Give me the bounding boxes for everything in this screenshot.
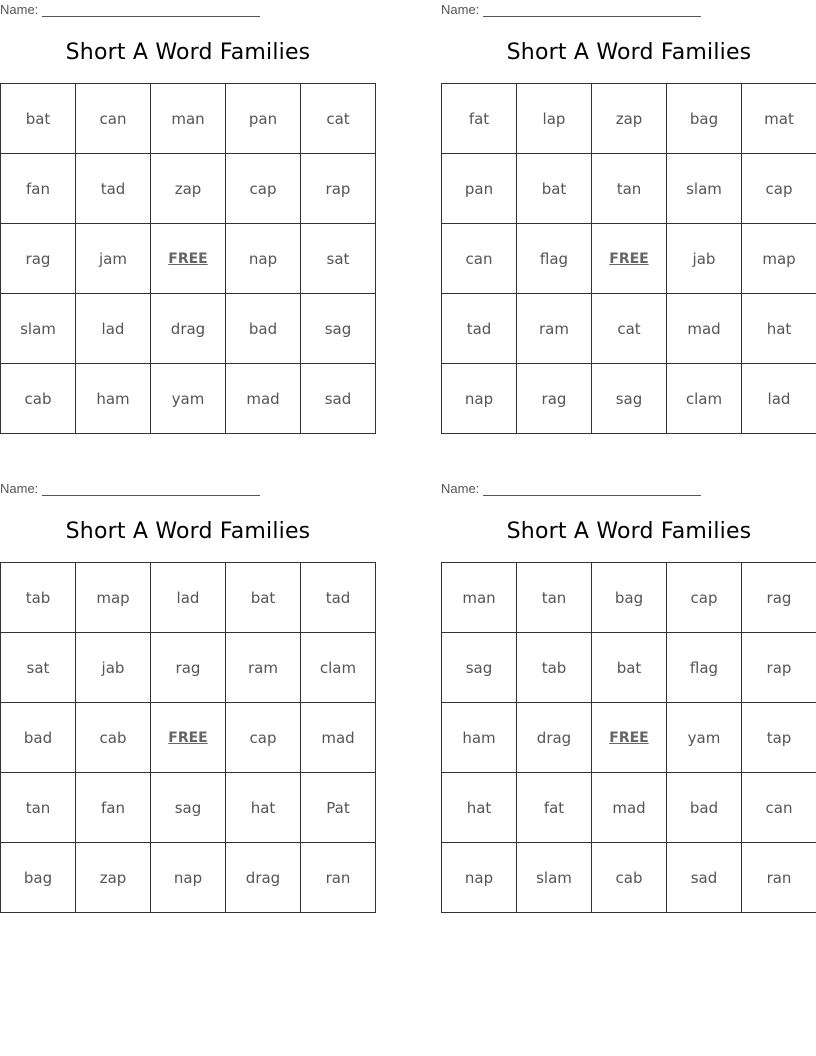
grid-cell: sag — [301, 294, 376, 364]
grid-cell: slam — [1, 294, 76, 364]
grid-cell: tan — [592, 154, 667, 224]
grid-cell: tap — [742, 703, 816, 773]
grid-cell: mad — [226, 364, 301, 434]
grid-cell: hat — [442, 773, 517, 843]
grid-cell: drag — [226, 843, 301, 913]
free-space-cell: FREE — [151, 224, 226, 294]
bingo-grid — [0, 562, 376, 913]
grid-cell: slam — [667, 154, 742, 224]
grid-cell: tad — [76, 154, 151, 224]
free-space-cell: FREE — [151, 703, 226, 773]
grid-cell: ram — [517, 294, 592, 364]
name-blank-line[interactable] — [42, 4, 260, 17]
grid-row — [1, 224, 376, 294]
card-title: Short A Word Families — [506, 519, 752, 544]
grid-cell: ram — [226, 633, 301, 703]
grid-cell: fan — [1, 154, 76, 224]
grid-row — [442, 773, 816, 843]
grid-cell: bag — [1, 843, 76, 913]
grid-cell: pan — [226, 84, 301, 154]
name-label: Name: — [0, 2, 39, 17]
grid-cell: can — [442, 224, 517, 294]
name-label: Name: — [441, 481, 480, 496]
grid-cell: nap — [226, 224, 301, 294]
grid-row — [442, 703, 816, 773]
grid-cell: lad — [742, 364, 816, 434]
grid-cell: man — [442, 563, 517, 633]
grid-cell: mat — [742, 84, 816, 154]
grid-row — [1, 154, 376, 224]
name-label: Name: — [0, 481, 39, 496]
card-title: Short A Word Families — [506, 40, 752, 65]
grid-cell: cat — [592, 294, 667, 364]
grid-cell: cat — [301, 84, 376, 154]
name-blank-line[interactable] — [483, 483, 701, 496]
grid-cell: hat — [226, 773, 301, 843]
grid-cell: flag — [517, 224, 592, 294]
grid-cell: bat — [517, 154, 592, 224]
grid-cell: rag — [151, 633, 226, 703]
grid-cell: mad — [301, 703, 376, 773]
grid-cell: tad — [442, 294, 517, 364]
grid-cell: drag — [151, 294, 226, 364]
grid-cell: jab — [667, 224, 742, 294]
grid-cell: lap — [517, 84, 592, 154]
grid-cell: sat — [1, 633, 76, 703]
name-field — [0, 481, 260, 499]
grid-cell: sag — [151, 773, 226, 843]
grid-row — [442, 154, 816, 224]
grid-cell: tab — [1, 563, 76, 633]
grid-cell: bat — [226, 563, 301, 633]
grid-cell: rap — [301, 154, 376, 224]
grid-cell: jab — [76, 633, 151, 703]
grid-cell: bag — [592, 563, 667, 633]
grid-cell: mad — [667, 294, 742, 364]
card-title: Short A Word Families — [65, 40, 311, 65]
grid-cell: sad — [301, 364, 376, 434]
grid-cell: bad — [1, 703, 76, 773]
grid-cell: ran — [301, 843, 376, 913]
grid-cell: bat — [592, 633, 667, 703]
grid-cell: ran — [742, 843, 816, 913]
grid-row — [1, 294, 376, 364]
grid-cell: flag — [667, 633, 742, 703]
grid-cell: fat — [517, 773, 592, 843]
grid-cell: map — [742, 224, 816, 294]
grid-cell: zap — [151, 154, 226, 224]
grid-cell: map — [76, 563, 151, 633]
grid-cell: rag — [742, 563, 816, 633]
grid-cell: bad — [226, 294, 301, 364]
grid-row — [442, 364, 816, 434]
grid-row — [1, 703, 376, 773]
grid-cell: rap — [742, 633, 816, 703]
grid-row — [442, 843, 816, 913]
grid-cell: yam — [667, 703, 742, 773]
grid-cell: tan — [1, 773, 76, 843]
name-field — [441, 2, 701, 20]
grid-cell: Pat — [301, 773, 376, 843]
grid-cell: mad — [592, 773, 667, 843]
grid-cell: tab — [517, 633, 592, 703]
grid-cell: lad — [76, 294, 151, 364]
bingo-grid — [441, 83, 816, 434]
name-blank-line[interactable] — [483, 4, 701, 17]
grid-row — [442, 294, 816, 364]
bingo-grid — [441, 562, 816, 913]
name-field — [441, 481, 701, 499]
grid-cell: lad — [151, 563, 226, 633]
grid-cell: slam — [517, 843, 592, 913]
grid-cell: drag — [517, 703, 592, 773]
grid-cell: jam — [76, 224, 151, 294]
grid-cell: zap — [592, 84, 667, 154]
grid-row — [1, 563, 376, 633]
grid-cell: fat — [442, 84, 517, 154]
grid-cell: yam — [151, 364, 226, 434]
grid-cell: clam — [667, 364, 742, 434]
card-title: Short A Word Families — [65, 519, 311, 544]
grid-cell: cap — [226, 154, 301, 224]
grid-row — [442, 633, 816, 703]
grid-cell: nap — [442, 843, 517, 913]
grid-row — [1, 84, 376, 154]
grid-cell: sag — [592, 364, 667, 434]
grid-row — [1, 633, 376, 703]
grid-cell: sad — [667, 843, 742, 913]
free-space-cell: FREE — [592, 224, 667, 294]
grid-row — [1, 843, 376, 913]
grid-cell: bag — [667, 84, 742, 154]
grid-cell: nap — [151, 843, 226, 913]
name-blank-line[interactable] — [42, 483, 260, 496]
grid-cell: nap — [442, 364, 517, 434]
grid-cell: cap — [667, 563, 742, 633]
grid-cell: cap — [742, 154, 816, 224]
grid-cell: man — [151, 84, 226, 154]
grid-row — [1, 773, 376, 843]
grid-row — [442, 563, 816, 633]
grid-cell: hat — [742, 294, 816, 364]
grid-cell: tan — [517, 563, 592, 633]
grid-row — [442, 84, 816, 154]
grid-cell: cab — [592, 843, 667, 913]
name-label: Name: — [441, 2, 480, 17]
grid-cell: sag — [442, 633, 517, 703]
grid-cell: can — [76, 84, 151, 154]
grid-cell: rag — [517, 364, 592, 434]
grid-row — [1, 364, 376, 434]
grid-cell: zap — [76, 843, 151, 913]
grid-cell: pan — [442, 154, 517, 224]
free-space-cell: FREE — [592, 703, 667, 773]
grid-cell: bat — [1, 84, 76, 154]
grid-cell: ham — [76, 364, 151, 434]
grid-row — [442, 224, 816, 294]
name-field — [0, 2, 260, 20]
grid-cell: sat — [301, 224, 376, 294]
grid-cell: bad — [667, 773, 742, 843]
grid-cell: cab — [76, 703, 151, 773]
grid-cell: fan — [76, 773, 151, 843]
grid-cell: cap — [226, 703, 301, 773]
grid-cell: ham — [442, 703, 517, 773]
grid-cell: clam — [301, 633, 376, 703]
grid-cell: rag — [1, 224, 76, 294]
grid-cell: tad — [301, 563, 376, 633]
grid-cell: can — [742, 773, 816, 843]
bingo-grid — [0, 83, 376, 434]
grid-cell: cab — [1, 364, 76, 434]
